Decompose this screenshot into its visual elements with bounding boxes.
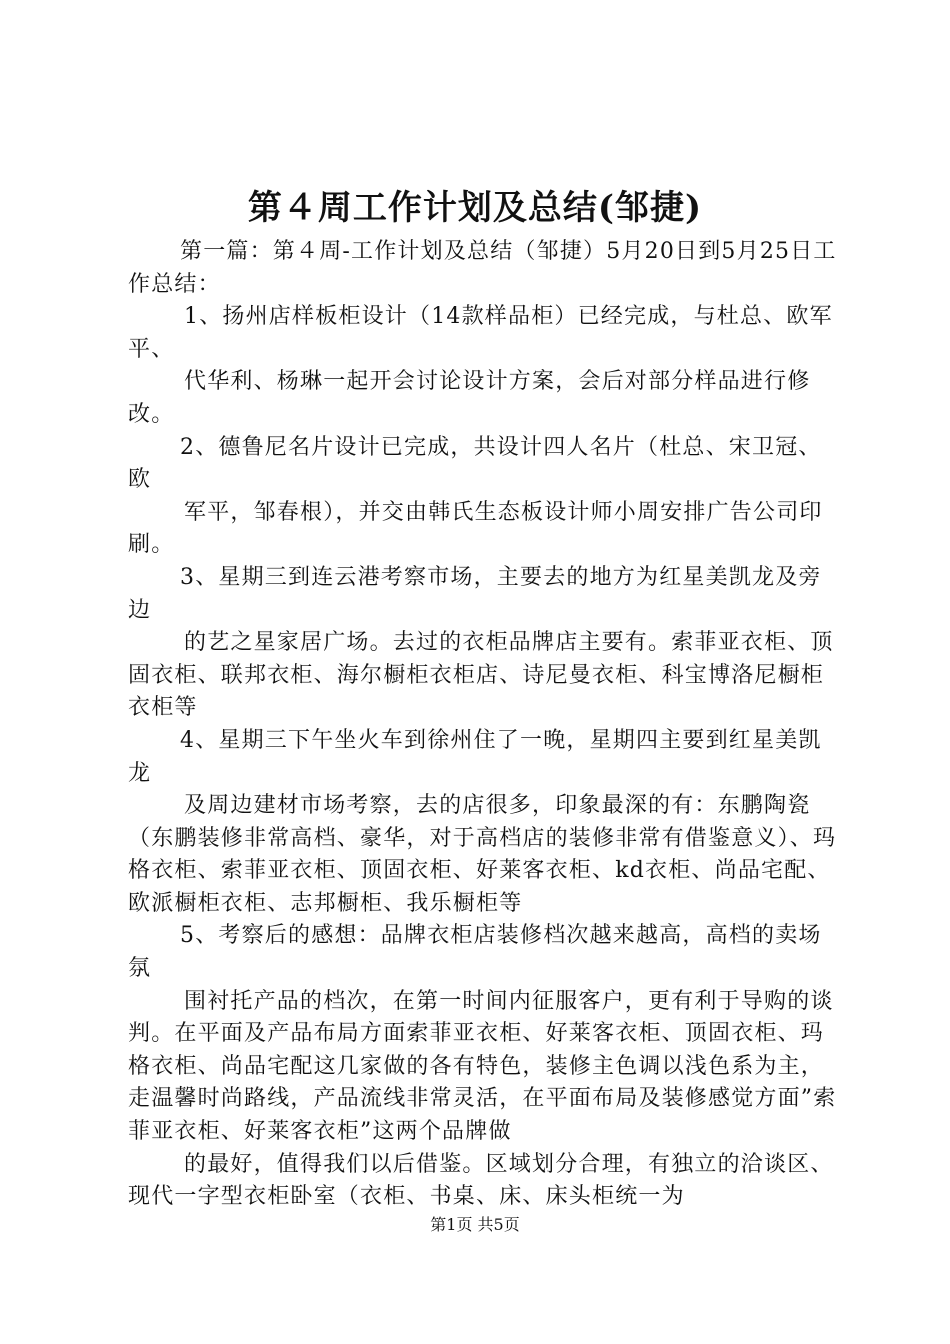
paragraph: 2、德鲁尼名片设计已完成，共设计四人名片（杜总、宋卫冠、欧: [128, 434, 822, 493]
paragraph: 的艺之星家居广场。去过的衣柜品牌店主要有。索菲亚衣柜、顶固衣柜、联邦衣柜、海尔橱柜衣柜店、诗尼曼衣柜、科宝博洛尼橱柜衣柜等: [128, 630, 834, 721]
paragraph: 的最好，值得我们以后借鉴。区域划分合理，有独立的洽谈区、现代一字型衣柜卧室（衣柜、书桌、床、床头柜统一为: [128, 1151, 834, 1210]
document-body: [128, 236, 838, 1214]
paragraph: 及周边建材市场考察，去的店很多，印象最深的有：东鹏陶瓷（东鹏装修非常高档、豪华，对于高档店的装修非常有借鉴意义）、玛格衣柜、索菲亚衣柜、顶固衣柜、好莱客衣柜、kd衣柜、尚品宅配、欧派橱柜衣柜、志邦橱柜、我乐橱柜等: [128, 793, 837, 916]
paragraph: 代华利、杨琳一起开会讨论设计方案，会后对部分样品进行修改。: [128, 369, 811, 427]
paragraph: 围衬托产品的档次，在第一时间内征服客户，更有利于导购的谈判。在平面及产品布局方面索菲亚衣柜、好莱客衣柜、顶固衣柜、玛格衣柜、尚品宅配这几家做的各有特色，装修主色调以浅色系为主，走温馨时尚路线，产品流线非常灵活，在平面布局及装修感觉方面”索菲亚衣柜、好莱客衣柜”这两个品牌做: [128, 988, 837, 1145]
paragraph: 4、星期三下午坐火车到徐州住了一晚，星期四主要到红星美凯龙: [128, 727, 822, 786]
paragraph: 3、星期三到连云港考察市场，主要去的地方为红星美凯龙及旁边: [128, 564, 822, 623]
document-title: 第４周工作计划及总结(邹捷): [247, 188, 703, 228]
page-number-footer: 第1页 共5页: [430, 1215, 520, 1234]
paragraph: 军平，邹春根），并交由韩氏生态板设计师小周安排广告公司印刷。: [128, 499, 823, 558]
paragraph: 5、考察后的感想：品牌衣柜店装修档次越来越高，高档的卖场氛: [128, 923, 822, 982]
paragraph: 1、扬州店样板柜设计（14款样品柜）已经完成，与杜总、欧军平、: [128, 304, 833, 362]
paragraph: 第一篇：第４周-工作计划及总结（邹捷）5月20日到5月25日工作总结：: [128, 239, 837, 297]
